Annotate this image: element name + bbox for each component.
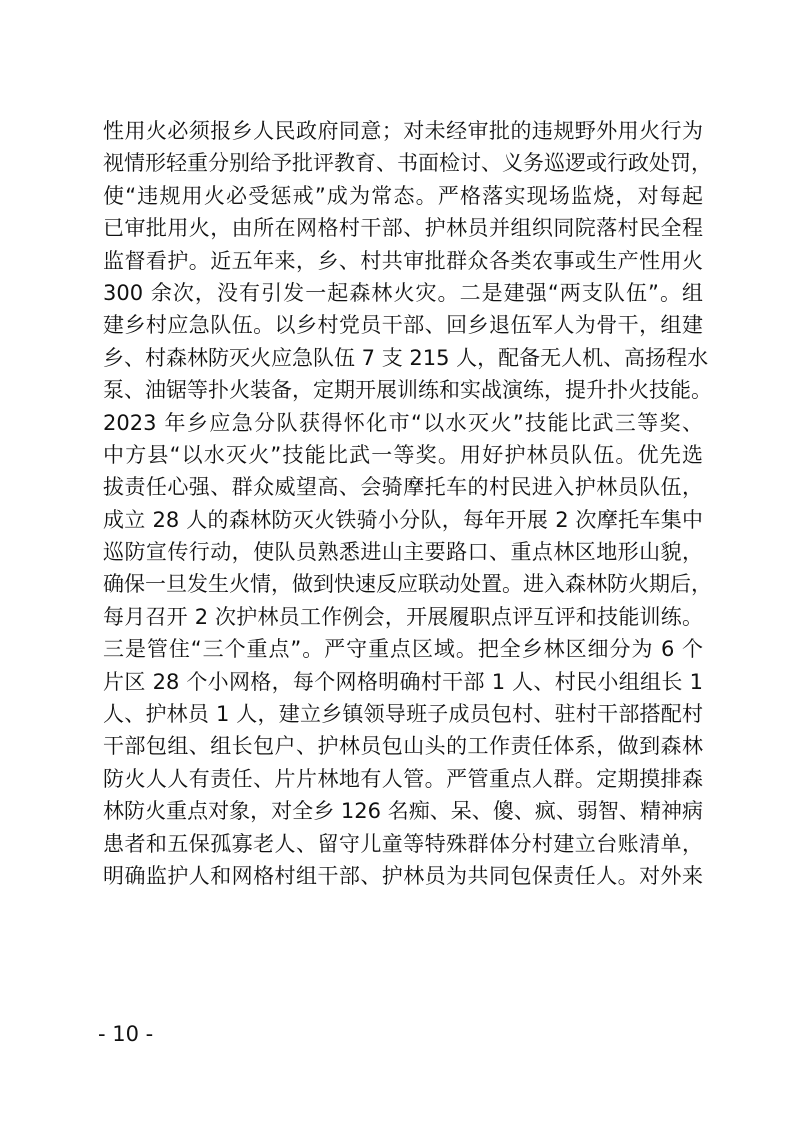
text-line: 使“违规用火必受惩戒”成为常态。严格落实现场监烧，对每起 (103, 183, 703, 208)
text-line: 巡防宣传行动，使队员熟悉进山主要路口、重点林区地形山貌， (103, 540, 703, 565)
text-line: 片区 28 个小网格，每个网格明确村干部 1 人、村民小组组长 1 (103, 669, 703, 694)
text-line: 监督看护。近五年来，乡、村共审批群众各类农事或生产性用火 (103, 248, 703, 273)
text-line: 300 余次，没有引发一起森林火灾。二是建强“两支队伍”。组 (103, 280, 703, 305)
text-line: 明确监护人和网格村组干部、护林员为共同包保责任人。对外来 (103, 863, 703, 888)
text-line: 林防火重点对象，对全乡 126 名痴、呆、傻、疯、弱智、精神病 (103, 799, 703, 824)
text-line: 建乡村应急队伍。以乡村党员干部、回乡退伍军人为骨干，组建 (103, 313, 703, 338)
text-line: 视情形轻重分别给予批评教育、书面检讨、义务巡逻或行政处罚， (103, 151, 712, 176)
body-text (103, 115, 712, 892)
text-line: 泵、油锯等扑火装备，定期开展训练和实战演练，提升扑火技能。 (103, 378, 712, 403)
text-line: 拔责任心强、群众威望高、会骑摩托车的村民进入护林员队伍， (103, 475, 703, 500)
text-line: 患者和五保孤寡老人、留守儿童等特殊群体分村建立台账清单， (103, 831, 703, 856)
text-line: 成立 28 人的森林防灭火铁骑小分队，每年开展 2 次摩托车集中 (103, 507, 703, 532)
text-line: 中方县“以水灭火”技能比武一等奖。用好护林员队伍。优先选 (103, 442, 703, 467)
text-line: 2023 年乡应急分队获得怀化市“以水灭火”技能比武三等奖、 (103, 410, 703, 435)
text-line: 性用火必须报乡人民政府同意；对未经审批的违规野外用火行为 (103, 119, 703, 143)
text-line: 乡、村森林防灭火应急队伍 7 支 215 人，配备无人机、高扬程水 (103, 345, 709, 370)
text-line: 已审批用火，由所在网格村干部、护林员并组织同院落村民全程 (103, 216, 703, 241)
text-line: 干部包组、组长包户、护林员包山头的工作责任体系，做到森林 (103, 734, 703, 759)
text-line: 每月召开 2 次护林员工作例会，开展履职点评互评和技能训练。 (103, 604, 703, 629)
text-line: 人、护林员 1 人，建立乡镇领导班子成员包村、驻村干部搭配村 (103, 702, 703, 727)
text-line: 确保一旦发生火情，做到快速反应联动处置。进入森林防火期后， (103, 572, 712, 597)
page-number: - 10 - (98, 1022, 154, 1046)
text-line: 三是管住“三个重点”。严守重点区域。把全乡林区细分为 6 个 (103, 637, 703, 662)
text-line: 防火人人有责任、片片林地有人管。严管重点人群。定期摸排森 (103, 766, 703, 791)
